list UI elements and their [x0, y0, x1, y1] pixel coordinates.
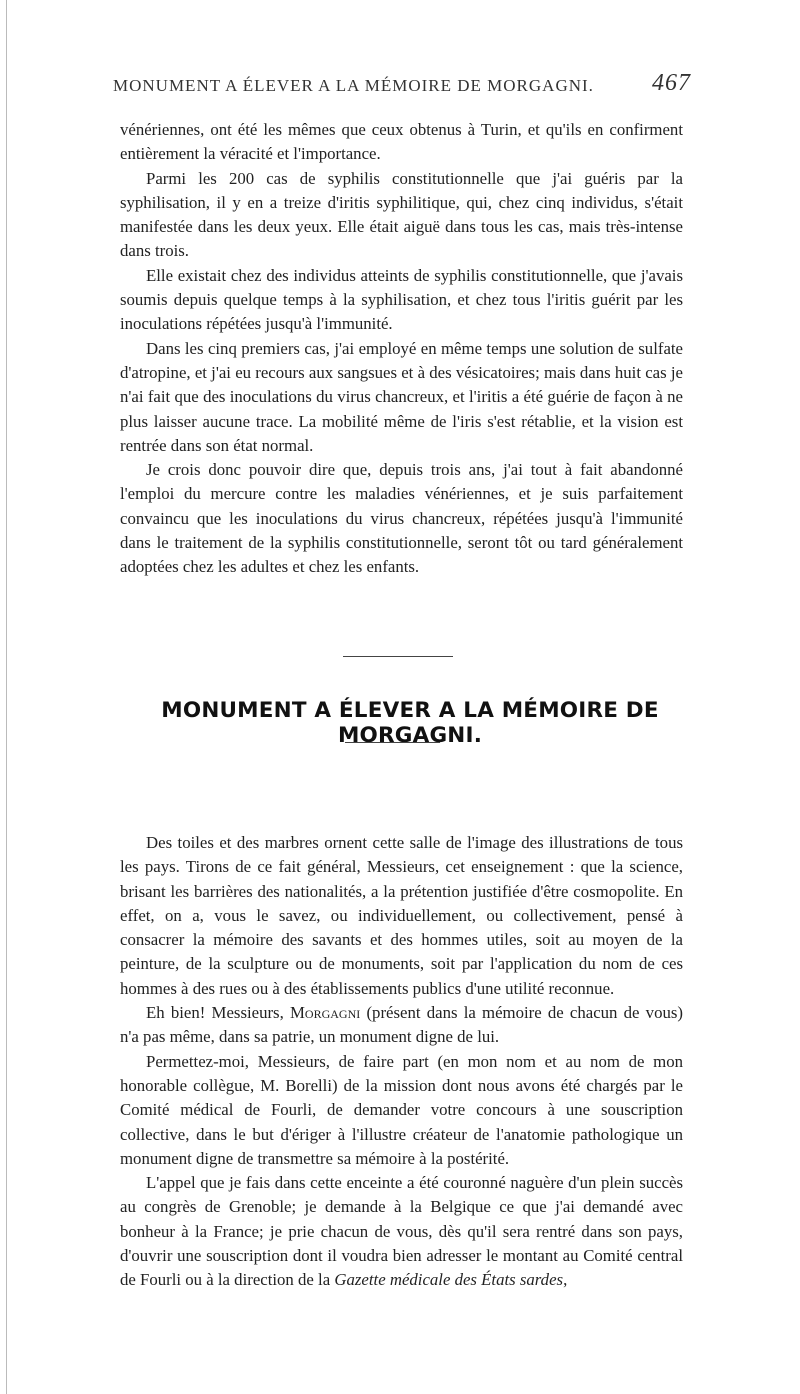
page-edge — [6, 0, 7, 1394]
running-head — [113, 70, 691, 96]
paragraph-text: (présent dans la mémoire de chacun de vous) n'a pas même, dans sa patrie, un monument digne de lui. — [120, 1003, 683, 1047]
text-block-top — [120, 118, 683, 580]
text-block-bottom — [120, 831, 683, 1293]
paragraph: Elle existait chez des individus atteints de syphilis constitutionnelle, que j'avais soumis depuis quelque temps à la syphilisation, et chez tous l'iritis guérit par les inoculations répétées jusqu'à l'immunité. — [120, 265, 683, 334]
paragraph — [120, 1171, 683, 1292]
running-head-title: MONUMENT A ÉLEVER A LA MÉMOIRE DE MORGAGNI. — [113, 76, 594, 95]
paragraph: Dans les cinq premiers cas, j'ai employé en même temps une solution de sulfate d'atropine, et j'ai eu recours aux sangsues et à des vésicatoires; mais dans huit cas je n'ai fait que des inoculations du virus chancreux, et l'iritis a été guérie de façon à ne plus laisser aucune trace. La mobilité même de l'iris s'est rétablie, et la vision est rentrée dans son état normal. — [120, 338, 683, 455]
section-rule-bottom — [345, 742, 440, 743]
name-morgagni: Morgagni — [290, 1003, 361, 1023]
section-title: MONUMENT A ÉLEVER A LA MÉMOIRE DE MORGAGNI. — [161, 698, 659, 748]
paragraph: Des toiles et des marbres ornent cette salle de l'image des illustrations de tous les pays. Tirons de ce fait général, Messieurs, cet enseignement : que la science, brisant les barrières des nationalités, a la prétention justifiée d'être cosmopolite. En effet, on a, vous le savez, ou individuellement, ou collectivement, pensé à consacrer la mémoire des savants et des hommes utiles, soit au moyen de la peinture, de la sculpture ou de monuments, soit par l'application du nom de ces hommes à des rues ou à des établissements publics d'une utilité reconnue. — [120, 833, 683, 998]
paragraph-text: Eh bien! Messieurs, — [146, 1003, 290, 1023]
section-rule-top — [343, 656, 453, 657]
paragraph — [120, 1001, 683, 1050]
journal-title: Gazette médicale des États sardes — [334, 1270, 564, 1290]
paragraph: Permettez-moi, Messieurs, de faire part (en mon nom et au nom de mon honorable collègue, M. Borelli) de la mission dont nous avons été chargés par le Comité médical de Fourli, de demander votre concours à une souscription collective, dans le but d'ériger à l'illustre créateur de l'anatomie pathologique un monument digne de transmettre sa mémoire à la postérité. — [120, 1051, 683, 1168]
paragraph: Parmi les 200 cas de syphilis constitutionnelle que j'ai guéris par la syphilisation, il y en a treize d'iritis syphilitique, qui, chez cinq individus, s'était manifestée dans les deux yeux. Elle était aiguë dans tous les cas, mais très-intense dans trois. — [120, 168, 683, 261]
paragraph-text: , — [563, 1270, 568, 1290]
paragraph-text: L'appel que je fais dans cette enceinte a été couronné naguère d'un plein succès au congrès de Grenoble; je demande à la Belgique ce que j'ai demandé avec bonheur à la France; je prie chacun de vous, dès qu'il sera rentré dans son pays, d'ouvrir une souscription dont il voudra bien adresser le montant au Comité central de Fourli ou à la direction de la — [120, 1173, 683, 1290]
paragraph: Je crois donc pouvoir dire que, depuis trois ans, j'ai tout à fait abandonné l'emploi du mercure contre les maladies vénériennes, et je suis parfaitement convaincu que les inoculations du virus chancreux, répétées jusqu'à l'immunité dans le traitement de la syphilis constitutionnelle, seront tôt ou tard généralement adoptées chez les adultes et chez les enfants. — [120, 460, 683, 577]
page-number: 467 — [652, 70, 691, 96]
paragraph: vénériennes, ont été les mêmes que ceux obtenus à Turin, et qu'ils en confirment entièrement la véracité et l'importance. — [120, 120, 683, 164]
